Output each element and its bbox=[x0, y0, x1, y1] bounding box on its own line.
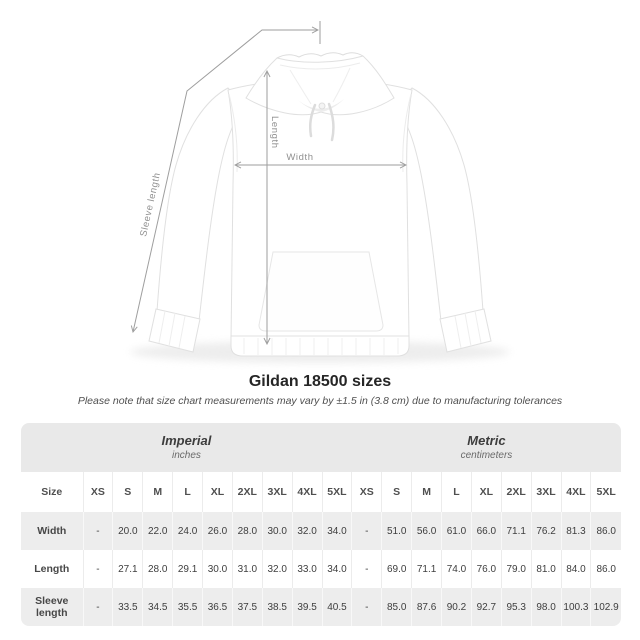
imperial-value-cell: 32.0 bbox=[292, 512, 322, 550]
measurement-row-label: Sleeve length bbox=[35, 595, 69, 619]
imperial-value-cell: 38.5 bbox=[262, 588, 292, 626]
imperial-value-cell: 32.0 bbox=[262, 550, 292, 588]
metric-value-cell: 86.0 bbox=[591, 512, 621, 550]
imperial-group-header bbox=[21, 423, 352, 472]
imperial-value-cell: 28.0 bbox=[232, 512, 262, 550]
imperial-value-cell: 22.0 bbox=[143, 512, 173, 550]
size-header-imperial: XL bbox=[203, 472, 233, 512]
metric-value-cell: 92.7 bbox=[471, 588, 501, 626]
metric-value-cell: 87.6 bbox=[412, 588, 442, 626]
measurement-row-label: Width bbox=[37, 525, 67, 537]
imperial-value-cell: 34.5 bbox=[143, 588, 173, 626]
metric-value-cell: 69.0 bbox=[382, 550, 412, 588]
measurement-row bbox=[21, 588, 621, 626]
size-header-imperial: M bbox=[143, 472, 173, 512]
metric-value-cell: - bbox=[352, 512, 382, 550]
size-column-header: Size bbox=[21, 472, 83, 512]
size-header-imperial: 2XL bbox=[232, 472, 262, 512]
imperial-value-cell: 37.5 bbox=[232, 588, 262, 626]
imperial-value-cell: 26.0 bbox=[203, 512, 233, 550]
size-header-imperial: 5XL bbox=[322, 472, 352, 512]
size-header-metric: XL bbox=[471, 472, 501, 512]
metric-value-cell: 71.1 bbox=[412, 550, 442, 588]
measurement-row-label: Length bbox=[34, 563, 70, 575]
imperial-value-cell: - bbox=[83, 588, 113, 626]
imperial-value-cell: 34.0 bbox=[322, 512, 352, 550]
metric-value-cell: 66.0 bbox=[471, 512, 501, 550]
metric-value-cell: 74.0 bbox=[442, 550, 472, 588]
metric-value-cell: 95.3 bbox=[501, 588, 531, 626]
metric-group-title: Metric bbox=[467, 433, 506, 449]
metric-group-subtitle: centimeters bbox=[460, 449, 513, 461]
metric-value-cell: 61.0 bbox=[442, 512, 472, 550]
imperial-group-subtitle: inches bbox=[171, 449, 201, 461]
size-header-metric: L bbox=[442, 472, 472, 512]
size-header-imperial: XS bbox=[83, 472, 113, 512]
imperial-value-cell: 40.5 bbox=[322, 588, 352, 626]
metric-group-header bbox=[352, 423, 621, 472]
drawstring-knot bbox=[319, 103, 325, 109]
unit-group-row bbox=[21, 423, 621, 472]
size-header-imperial: 4XL bbox=[292, 472, 322, 512]
hood-gathered-edge bbox=[277, 53, 363, 58]
imperial-value-cell: 33.5 bbox=[113, 588, 143, 626]
size-header-metric: S bbox=[382, 472, 412, 512]
measurement-row bbox=[21, 550, 621, 588]
imperial-value-cell: 29.1 bbox=[173, 550, 203, 588]
size-header-metric: 5XL bbox=[591, 472, 621, 512]
metric-value-cell: 79.0 bbox=[501, 550, 531, 588]
imperial-value-cell: 30.0 bbox=[262, 512, 292, 550]
imperial-value-cell: 35.5 bbox=[173, 588, 203, 626]
width-measure-label: Width bbox=[286, 152, 314, 163]
size-header-row bbox=[21, 472, 621, 512]
size-header-metric: 3XL bbox=[531, 472, 561, 512]
metric-value-cell: - bbox=[352, 550, 382, 588]
metric-value-cell: 85.0 bbox=[382, 588, 412, 626]
metric-value-cell: 76.0 bbox=[471, 550, 501, 588]
imperial-value-cell: 24.0 bbox=[173, 512, 203, 550]
metric-value-cell: 100.3 bbox=[561, 588, 591, 626]
imperial-value-cell: - bbox=[83, 550, 113, 588]
metric-value-cell: 81.0 bbox=[531, 550, 561, 588]
metric-value-cell: 51.0 bbox=[382, 512, 412, 550]
size-header-imperial: L bbox=[173, 472, 203, 512]
metric-value-cell: 81.3 bbox=[561, 512, 591, 550]
imperial-value-cell: 30.0 bbox=[203, 550, 233, 588]
imperial-value-cell: 33.0 bbox=[292, 550, 322, 588]
imperial-value-cell: - bbox=[83, 512, 113, 550]
metric-value-cell: 90.2 bbox=[442, 588, 472, 626]
metric-value-cell: - bbox=[352, 588, 382, 626]
length-measure-label: Length bbox=[269, 116, 280, 149]
sleeve-length-measure-label: Sleeve length bbox=[138, 171, 164, 238]
imperial-value-cell: 31.0 bbox=[232, 550, 262, 588]
size-header-metric: 4XL bbox=[561, 472, 591, 512]
size-header-metric: XS bbox=[352, 472, 382, 512]
imperial-value-cell: 27.1 bbox=[113, 550, 143, 588]
imperial-value-cell: 28.0 bbox=[143, 550, 173, 588]
metric-value-cell: 71.1 bbox=[501, 512, 531, 550]
metric-value-cell: 86.0 bbox=[591, 550, 621, 588]
metric-value-cell: 76.2 bbox=[531, 512, 561, 550]
size-header-metric: 2XL bbox=[501, 472, 531, 512]
imperial-value-cell: 36.5 bbox=[203, 588, 233, 626]
kangaroo-pocket bbox=[259, 252, 383, 331]
metric-value-cell: 56.0 bbox=[412, 512, 442, 550]
metric-value-cell: 98.0 bbox=[531, 588, 561, 626]
imperial-value-cell: 39.5 bbox=[292, 588, 322, 626]
size-header-imperial: 3XL bbox=[262, 472, 292, 512]
metric-value-cell: 102.9 bbox=[591, 588, 621, 626]
page-title: Gildan 18500 sizes bbox=[248, 373, 392, 390]
imperial-group-title: Imperial bbox=[161, 433, 212, 449]
measurement-row bbox=[21, 512, 621, 550]
metric-value-cell: 84.0 bbox=[561, 550, 591, 588]
imperial-value-cell: 34.0 bbox=[322, 550, 352, 588]
tolerance-note: Please note that size chart measurements may vary by ±1.5 in (3.8 cm) due to manufacturing tolerances bbox=[77, 395, 563, 407]
size-table bbox=[21, 423, 621, 626]
size-header-metric: M bbox=[412, 472, 442, 512]
size-table-grid bbox=[21, 423, 621, 626]
size-header-imperial: S bbox=[113, 472, 143, 512]
imperial-value-cell: 20.0 bbox=[113, 512, 143, 550]
